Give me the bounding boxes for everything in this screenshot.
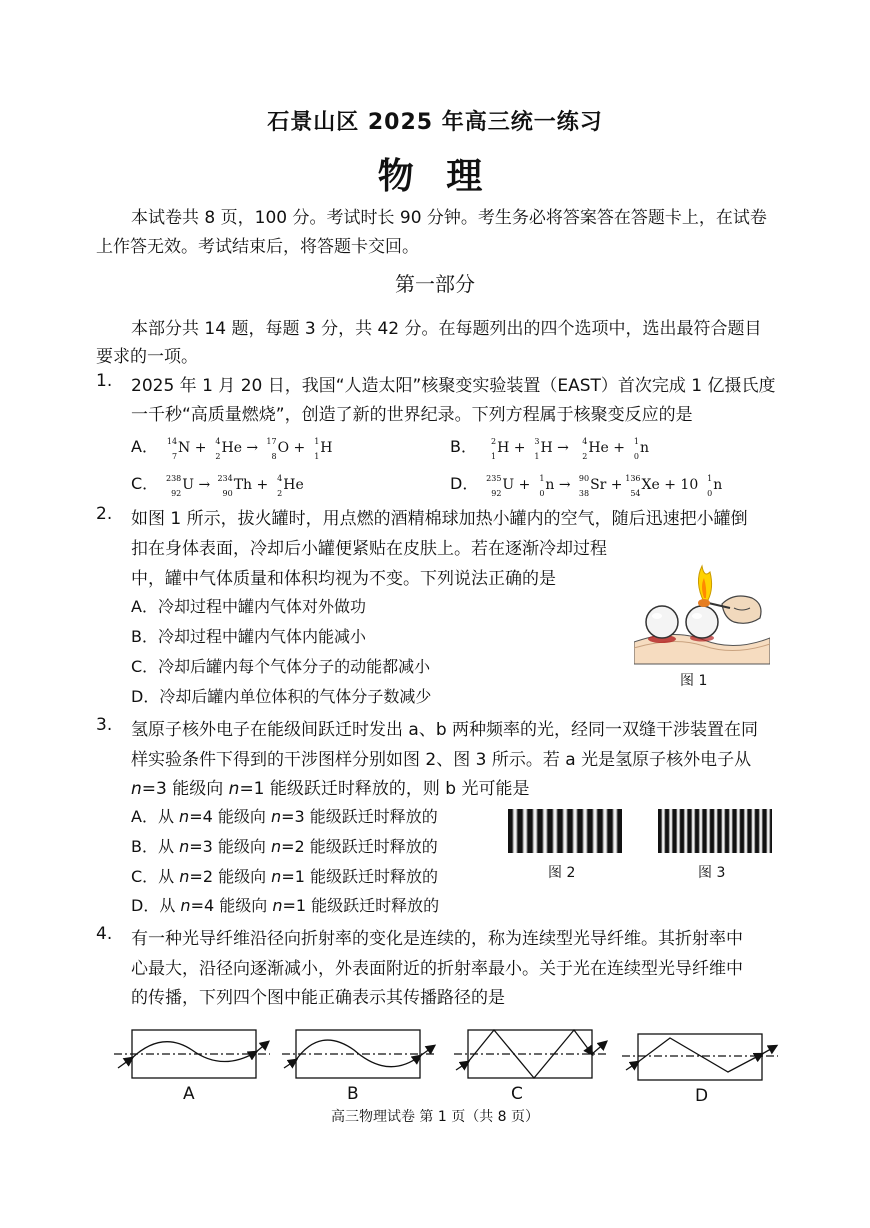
fiber-diagrams (110, 1020, 790, 1110)
fig2-interference-pattern (508, 809, 622, 853)
q1-option-d: D． 235 92 U + 1 0 n → 90 38 Sr + 136 54 Xe + 10 1 0 n (450, 474, 723, 498)
q2-option-b: B．冷却过程中罐内气体内能减小 (131, 627, 366, 646)
exam-title: 石景山区 2025 年高三统一练习 (267, 110, 603, 135)
fiber-option-d (622, 1034, 778, 1080)
q4-stem-3: 的传播，下列四个图中能正确表示其传播路径的是 (131, 988, 505, 1008)
q4-stem-2: 心最大，沿径向逐渐减小，外表面附近的折射率最小。关于光在连续型光导纤维中 (131, 959, 743, 979)
part-heading: 第一部分 (395, 272, 475, 296)
question-number: 1. (96, 371, 113, 391)
q3-option-c: C．从 n=2 能级向 n=1 能级跃迁时释放的 (131, 867, 438, 886)
fig3-caption: 图 3 (698, 865, 726, 881)
q2-stem-1: 如图 1 所示，拔火罐时，用点燃的酒精棉球加热小罐内的空气，随后迅速把小罐倒 (131, 509, 748, 529)
q1-stem-2: 一千秒“高质量燃烧”，创造了新的世界纪录。下列方程属于核聚变反应的是 (131, 405, 693, 425)
q2-stem-3: 中，罐中气体质量和体积均视为不变。下列说法正确的是 (131, 569, 556, 589)
q4-stem-1: 有一种光导纤维沿径向折射率的变化是连续的，称为连续型光导纤维。其折射率中 (131, 929, 743, 949)
subject-title: 物 理 (377, 156, 493, 197)
q3-stem-3: n=3 能级向 n=1 能级跃迁时释放的，则 b 光可能是 (131, 779, 530, 799)
fig2-caption: 图 2 (548, 865, 576, 881)
q1-option-c: C． 238 92 U → 234 90 Th + 4 2 He (131, 474, 304, 498)
fiber-option-b (282, 1030, 436, 1078)
q1-option-b: B． 2 1 H + 3 1 H → 4 2 He + 1 0 n (450, 437, 650, 461)
page-footer: 高三物理试卷 第 1 页（共 8 页） (330, 1109, 540, 1125)
part-desc-2: 要求的一项。 (96, 347, 198, 367)
question-number: 3. (96, 715, 113, 735)
fiber-option-a (114, 1030, 270, 1078)
question-number: 4. (96, 924, 113, 944)
fiber-label-c: C (511, 1084, 523, 1104)
cupping-figure (634, 538, 770, 666)
question-number: 2. (96, 504, 113, 524)
q2-stem-2: 扣在身体表面，冷却后小罐便紧贴在皮肤上。若在逐渐冷却过程 (131, 539, 607, 559)
intro-line-2: 上作答无效。考试结束后，将答题卡交回。 (96, 237, 419, 257)
q1-option-a: A． 14 7 N + 4 2 He → 17 8 O + 1 1 H (131, 437, 333, 461)
q3-option-d: D．从 n=4 能级向 n=1 能级跃迁时释放的 (131, 896, 440, 915)
q3-option-a: A．从 n=4 能级向 n=3 能级跃迁时释放的 (131, 807, 438, 826)
part-desc-1: 本部分共 14 题，每题 3 分，共 42 分。在每题列出的四个选项中，选出最符合题目 (131, 319, 762, 339)
q2-option-c: C．冷却后罐内每个气体分子的动能都减小 (131, 657, 431, 676)
fiber-label-b: B (347, 1084, 359, 1104)
fig1-caption: 图 1 (680, 673, 708, 689)
q3-option-b: B．从 n=3 能级向 n=2 能级跃迁时释放的 (131, 837, 438, 856)
fiber-label-d: D (695, 1086, 709, 1106)
intro-line-1: 本试卷共 8 页，100 分。考试时长 90 分钟。考生务必将答案答在答题卡上，在试卷 (131, 208, 767, 228)
fiber-label-a: A (183, 1084, 195, 1104)
q2-option-d: D．冷却后罐内单位体积的气体分子数减少 (131, 687, 432, 706)
q3-stem-1: 氢原子核外电子在能级间跃迁时发出 a、b 两种频率的光，经同一双缝干涉装置在同 (131, 720, 759, 740)
q1-stem-1: 2025 年 1 月 20 日，我国“人造太阳”核聚变实验装置（EAST）首次完成 1 亿摄氏度 (131, 376, 776, 396)
fig3-interference-pattern (658, 809, 772, 853)
q2-option-a: A．冷却过程中罐内气体对外做功 (131, 597, 366, 616)
q3-stem-2: 样实验条件下得到的干涉图样分别如图 2、图 3 所示。若 a 光是氢原子核外电子从 (131, 750, 752, 770)
fiber-option-c (454, 1030, 608, 1078)
